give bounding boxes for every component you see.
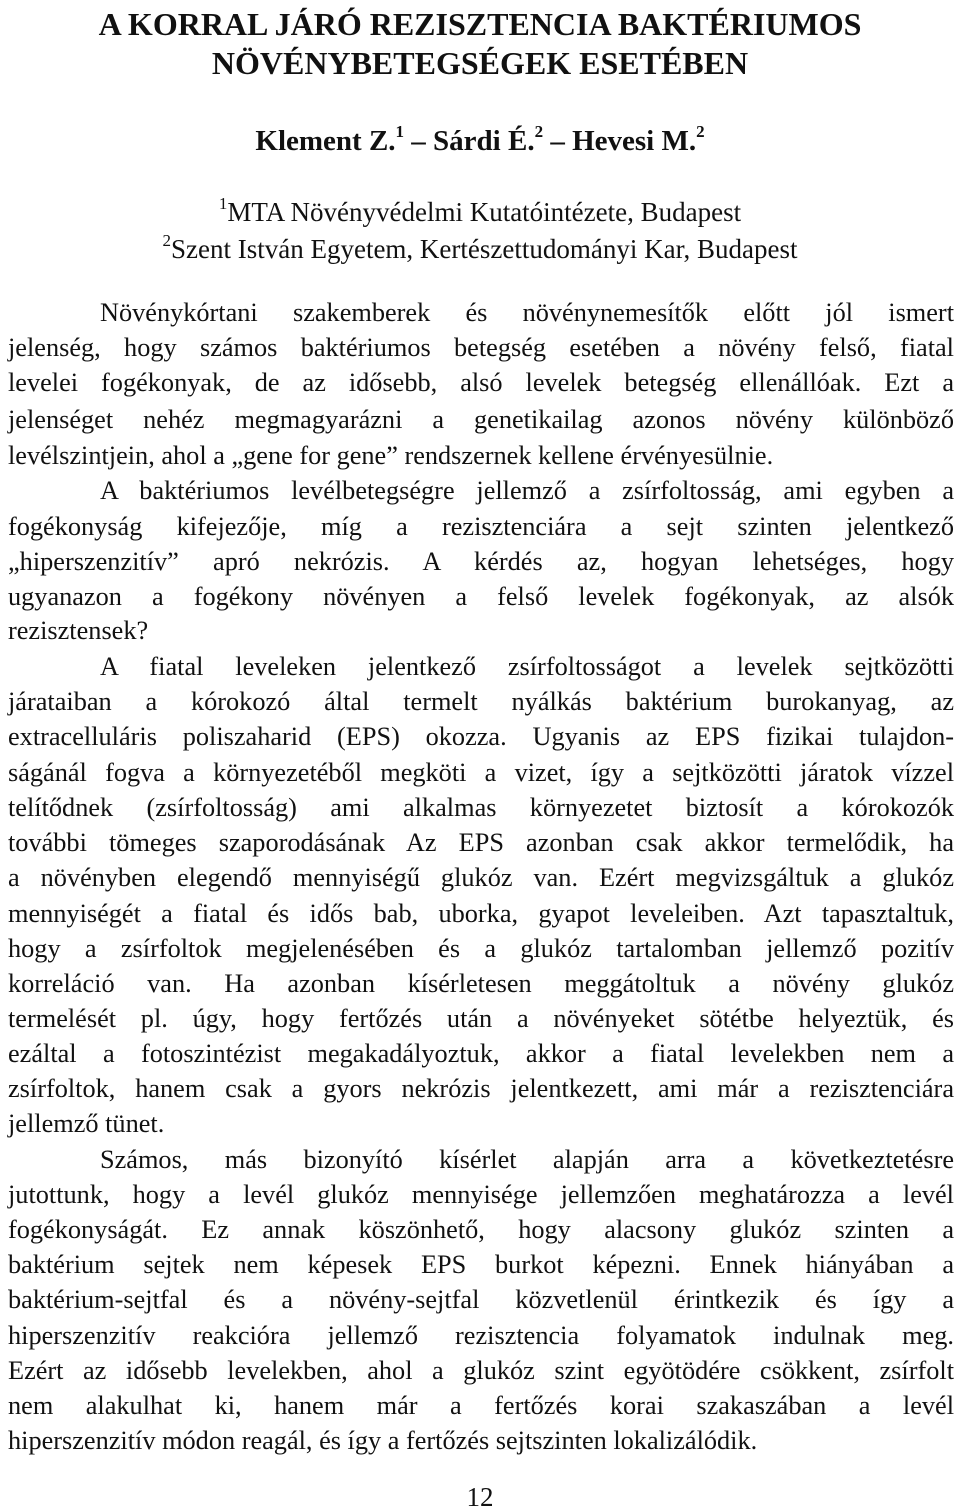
text-line: Növénykórtani szakemberek és növénynemesítők előtt jól ismert bbox=[100, 298, 954, 327]
text-line: jellemző tünet. bbox=[8, 1109, 165, 1138]
author-name: Klement Z. bbox=[255, 125, 396, 157]
text-line: baktérium sejtek nem képesek EPS burkot képezni. Ennek hiányában a bbox=[8, 1250, 954, 1279]
title-line-2: NÖVÉNYBETEGSÉGEK ESETÉBEN bbox=[211, 45, 749, 81]
page-number: 12 bbox=[466, 1482, 494, 1512]
affiliation-mark: 1 bbox=[218, 194, 228, 213]
text-line: zsírfoltok, hanem csak a gyors nekrózis jelentkezett, ami már a rezisztenciára bbox=[8, 1074, 954, 1103]
text-line: termelését pl. úgy, hogy fertőzés után a növényeket sötétbe helyeztük, és bbox=[8, 1004, 954, 1033]
author-affiliation-mark: 2 bbox=[696, 122, 705, 141]
text-line: levélszintjein, ahol a „gene for gene” rendszernek kellene érvényesülnie. bbox=[8, 441, 774, 470]
affiliation-text: Szent István Egyetem, Kertészettudományi Kar, Budapest bbox=[171, 234, 798, 264]
text-line: jelenséget nehéz megmagyarázni a genetikailag azonos növény különböző bbox=[8, 405, 954, 434]
affiliation-2 bbox=[0, 224, 960, 266]
text-line: baktérium-sejtfal és a növény-sejtfal közvetlenül érintkezik és így a bbox=[8, 1285, 954, 1314]
text-line: A fiatal leveleken jelentkező zsírfoltosságot a levelek sejtközötti bbox=[100, 652, 954, 681]
author-name: Sárdi É. bbox=[433, 125, 535, 157]
text-line: extracelluláris poliszaharid (EPS) okozza. Ugyanis az EPS fizikai tulajdon- bbox=[8, 722, 954, 751]
text-line: járataiban a kórokozó által termelt nyálkás baktérium burokanyag, az bbox=[8, 687, 954, 716]
text-line: ugyanazon a fogékony növényen a felső levelek fogékonyak, az alsók bbox=[8, 582, 954, 611]
text-line: telítődnek (zsírfoltosság) ami alkalmas környezetet biztosít a kórokozók bbox=[8, 793, 954, 822]
text-line: Ezért az idősebb levelekben, ahol a glukóz szint egyötödére csökkent, zsírfolt bbox=[8, 1356, 954, 1385]
text-line: jutottunk, hogy a levél glukóz mennyisége jellemzően meghatározza a levél bbox=[8, 1180, 954, 1209]
affiliation-text: MTA Növényvédelmi Kutatóintézete, Budapest bbox=[227, 197, 742, 227]
text-line: korreláció van. Ha azonban kísérletesen meggátoltuk a növény glukóz bbox=[8, 969, 954, 998]
text-line: fogékonyságát. Ez annak köszönhető, hogy alacsony glukóz szinten a bbox=[8, 1215, 954, 1244]
author-separator: – bbox=[543, 125, 573, 157]
text-line: további tömeges szaporodásának Az EPS azonban csak akkor termelődik, ha bbox=[8, 828, 954, 857]
text-line: ezáltal a fotoszintézist megakadályoztuk, akkor a fiatal levelekben nem a bbox=[8, 1039, 954, 1068]
text-line: levelei fogékonyak, de az idősebb, alsó levelek betegség ellenállóak. Ezt a bbox=[8, 368, 954, 397]
text-line: Számos, más bizonyító kísérlet alapján arra a következtetésre bbox=[100, 1145, 954, 1174]
text-line: jelenség, hogy számos baktériumos betegség esetében a növény felső, fiatal bbox=[8, 333, 954, 362]
author-list bbox=[0, 114, 960, 159]
author-affiliation-mark: 1 bbox=[395, 122, 405, 141]
text-line: a növényben elegendő mennyiségű glukóz van. Ezért megvizsgáltuk a glukóz bbox=[8, 863, 954, 892]
title-line-1: A KORRAL JÁRÓ REZISZTENCIA BAKTÉRIUMOS bbox=[98, 6, 862, 42]
text-line: rezisztensek? bbox=[8, 616, 149, 645]
affiliation-mark: 2 bbox=[162, 231, 171, 250]
text-line: A baktériumos levélbetegségre jellemző a zsírfoltosság, ami egyben a bbox=[100, 476, 954, 505]
text-line: nem alakulhat ki, hanem már a fertőzés korai szakaszában a levél bbox=[8, 1391, 954, 1420]
text-line: hiperszenzitív reakcióra jellemző rezisztencia folyamatok indulnak meg. bbox=[8, 1321, 954, 1350]
text-line: „hiperszenzitív” apró nekrózis. A kérdés az, hogyan lehetséges, hogy bbox=[8, 547, 954, 576]
affiliation-1 bbox=[0, 187, 960, 229]
author-name: Hevesi M. bbox=[572, 125, 697, 157]
text-line: hogy a zsírfoltok megjelenésében és a glukóz tartalomban jellemző pozitív bbox=[8, 934, 954, 963]
author-affiliation-mark: 2 bbox=[534, 122, 544, 141]
text-line: fogékonyság kifejezője, míg a rezisztenciára a sejt szinten jelentkező bbox=[8, 512, 954, 541]
text-line: hiperszenzitív módon reagál, és így a fertőzés sejtszinten lokalizálódik. bbox=[8, 1426, 758, 1455]
text-line: mennyiségét a fiatal és idős bab, uborka, gyapot leveleiben. Azt tapasztaltuk, bbox=[8, 899, 954, 928]
author-separator: – bbox=[404, 125, 434, 157]
text-line: ságánál fogva a környezetéből megköti a vizet, így a sejtközötti járatok vízzel bbox=[8, 758, 954, 787]
